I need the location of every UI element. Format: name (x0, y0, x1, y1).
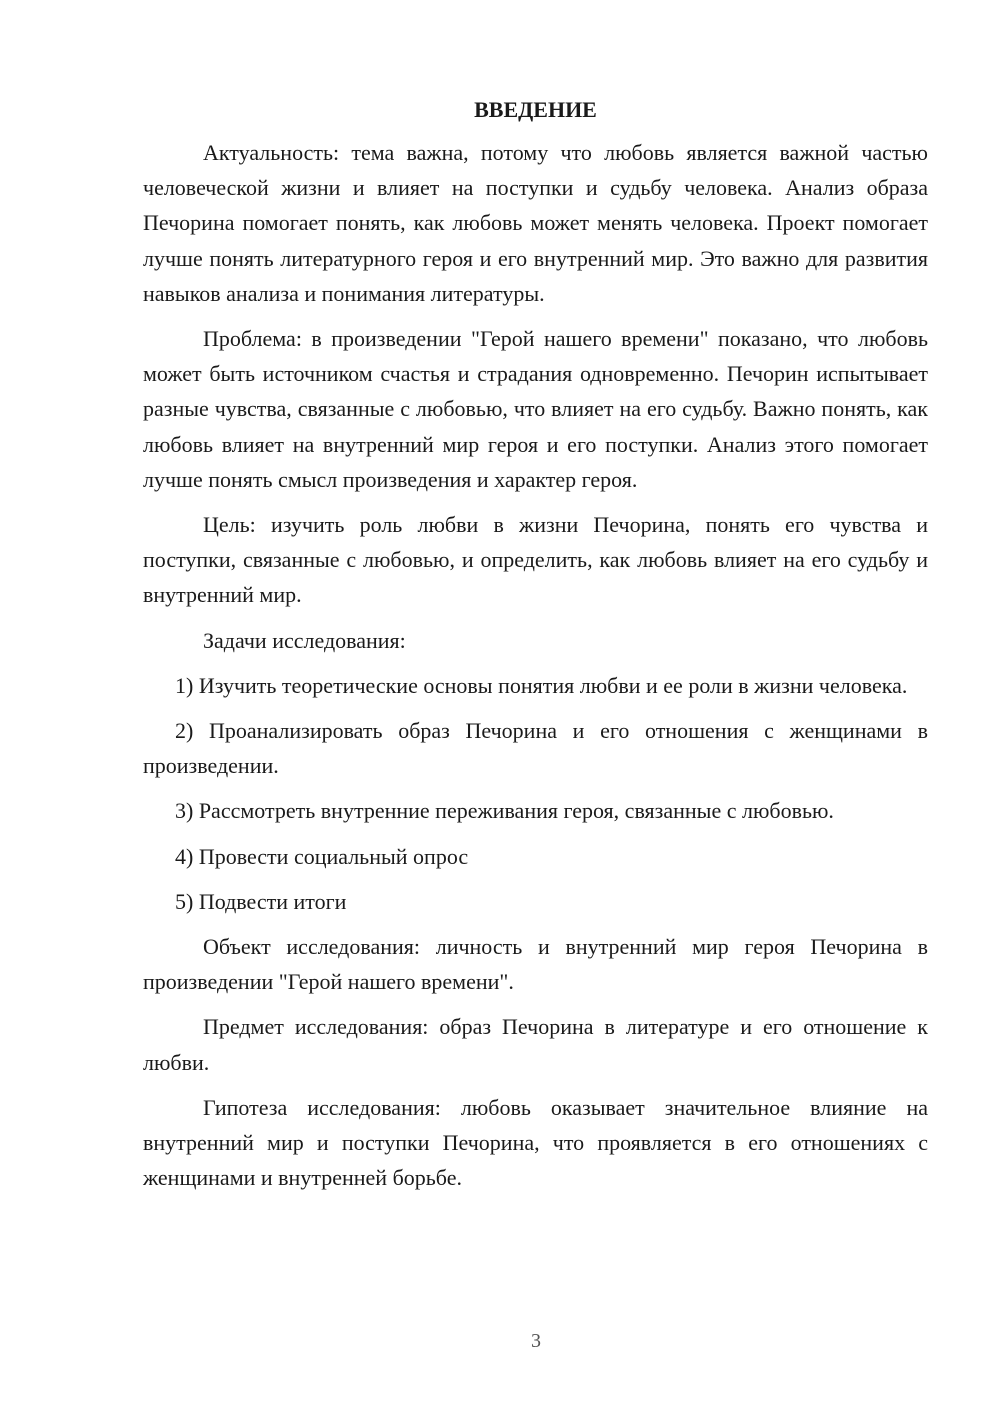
goal-paragraph: Цель: изучить роль любви в жизни Печорина, понять его чувства и поступки, связанные с любовью, и определить, как любовь влияет на его судьбу и внутренний мир. (143, 512, 928, 608)
problem-paragraph: Проблема: в произведении "Герой нашего времени" показано, что любовь может быть источником счастья и страдания одновременно. Печорин испытывает разные чувства, связанные с любовью, что влияет на его судьбу. Важно понять, как любовь влияет на внутренний мир героя и его поступки. Анализ этого помогает лучше понять смысл произведения и характер героя. (143, 326, 928, 492)
object-paragraph: Объект исследования: личность и внутренний мир героя Печорина в произведении "Герой нашего времени". (143, 934, 928, 995)
tasks-list (143, 668, 928, 919)
page-number: 3 (531, 1330, 541, 1352)
task-item-1: 1) Изучить теоретические основы понятия любви и ее роли в жизни человека. (175, 672, 908, 698)
task-item-2: 2) Проанализировать образ Печорина и его отношения с женщинами в произведении. (143, 718, 928, 779)
subject-paragraph: Предмет исследования: образ Печорина в литературе и его отношение к любви. (143, 1014, 928, 1075)
task-item-5: 5) Подвести итоги (175, 888, 347, 914)
relevance-paragraph: Актуальность: тема важна, потому что любовь является важной частью человеческой жизни и влияет на поступки и судьбу человека. Анализ образа Печорина помогает понять, как любовь может менять человека. Проект помогает лучше понять литературного героя и его внутренний мир. Это важно для развития навыков анализа и понимания литературы. (143, 140, 928, 306)
tasks-heading: Задачи исследования: (203, 627, 406, 653)
task-item-4: 4) Провести социальный опрос (175, 843, 469, 869)
document-page (143, 92, 928, 1205)
task-item-3: 3) Рассмотреть внутренние переживания героя, связанные с любовью. (175, 798, 834, 824)
hypothesis-paragraph: Гипотеза исследования: любовь оказывает значительное влияние на внутренний мир и поступки Печорина, что проявляется в его отношениях с женщинами и внутренней борьбе. (143, 1094, 928, 1191)
section-title: ВВЕДЕНИЕ (474, 97, 597, 122)
